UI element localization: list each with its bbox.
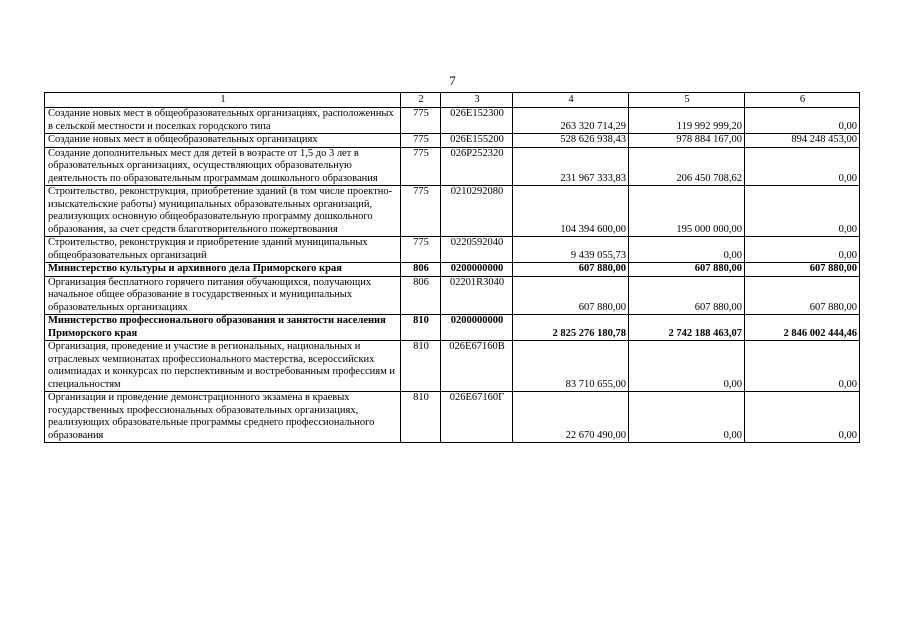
column-header: 1 [45,93,401,108]
amount-year1-cell: 2 825 276 180,78 [513,315,629,341]
amount-year1-cell: 528 626 938,43 [513,134,629,148]
amount-year1-cell: 83 710 655,00 [513,341,629,392]
budget-table [44,92,860,443]
chapter-code-cell: 775 [401,108,441,134]
chapter-code-cell: 810 [401,341,441,392]
amount-year3-cell: 607 880,00 [745,276,860,315]
amount-year1-cell: 9 439 055,73 [513,237,629,263]
item-name-cell: Организация, проведение и участие в региональных, национальных и отраслевых чемпионатах профессионального мастерства, всероссийских олимпиадах и конкурсах по перспективным и востребованным профессиям и специальностям [45,341,401,392]
amount-year1-cell: 22 670 490,00 [513,392,629,443]
amount-year2-cell: 0,00 [629,341,745,392]
chapter-code-cell: 775 [401,237,441,263]
target-code-cell: 026E155200 [441,134,513,148]
amount-year3-cell: 2 846 002 444,46 [745,315,860,341]
amount-year2-cell: 607 880,00 [629,276,745,315]
amount-year3-cell: 0,00 [745,392,860,443]
amount-year1-cell: 263 320 714,29 [513,108,629,134]
amount-year1-cell: 231 967 333,83 [513,147,629,186]
target-code-cell: 02201R3040 [441,276,513,315]
column-header: 2 [401,93,441,108]
target-code-cell: 026E67160Г [441,392,513,443]
column-header: 4 [513,93,629,108]
amount-year1-cell: 607 880,00 [513,263,629,277]
table-body [45,93,860,443]
amount-year2-cell: 978 884 167,00 [629,134,745,148]
chapter-code-cell: 806 [401,263,441,277]
chapter-code-cell: 775 [401,147,441,186]
amount-year3-cell: 0,00 [745,341,860,392]
amount-year3-cell: 607 880,00 [745,263,860,277]
table-row [45,315,860,341]
amount-year3-cell: 894 248 453,00 [745,134,860,148]
chapter-code-cell: 775 [401,186,441,237]
amount-year3-cell: 0,00 [745,147,860,186]
table-row [45,392,860,443]
column-header: 3 [441,93,513,108]
table-row [45,341,860,392]
target-code-cell: 0220592040 [441,237,513,263]
item-name-cell: Создание новых мест в общеобразовательных организациях [45,134,401,148]
item-name-cell: Создание дополнительных мест для детей в возрасте от 1,5 до 3 лет в образовательных организациях, осуществляющих образовательную деятельность по образовательным программам дошкольного образования [45,147,401,186]
item-name-cell: Организация и проведение демонстрационного экзамена в краевых государственных профессиональных образовательных организациях, реализующих образовательные программы среднего профессионального образования [45,392,401,443]
chapter-code-cell: 810 [401,392,441,443]
amount-year2-cell: 206 450 708,62 [629,147,745,186]
column-header: 6 [745,93,860,108]
item-name-cell: Создание новых мест в общеобразовательных организациях, расположенных в сельской местности и поселках городского типа [45,108,401,134]
table-header-row [45,93,860,108]
table-row [45,237,860,263]
chapter-code-cell: 775 [401,134,441,148]
amount-year3-cell: 0,00 [745,108,860,134]
table-row [45,147,860,186]
amount-year2-cell: 0,00 [629,237,745,263]
amount-year2-cell: 119 992 999,20 [629,108,745,134]
item-name-cell: Министерство культуры и архивного дела Приморского края [45,263,401,277]
item-name-cell: Строительство, реконструкция и приобретение зданий муниципальных общеобразовательных организаций [45,237,401,263]
amount-year2-cell: 2 742 188 463,07 [629,315,745,341]
column-header: 5 [629,93,745,108]
target-code-cell: 026E152300 [441,108,513,134]
table-row [45,108,860,134]
amount-year3-cell: 0,00 [745,186,860,237]
item-name-cell: Министерство профессионального образования и занятости населения Приморского края [45,315,401,341]
table-row [45,276,860,315]
page-number: 7 [449,73,456,88]
target-code-cell: 026P252320 [441,147,513,186]
amount-year2-cell: 195 000 000,00 [629,186,745,237]
target-code-cell: 0200000000 [441,263,513,277]
chapter-code-cell: 806 [401,276,441,315]
item-name-cell: Организация бесплатного горячего питания обучающихся, получающих начальное общее образование в государственных и муниципальных образовательных организациях [45,276,401,315]
amount-year2-cell: 0,00 [629,392,745,443]
target-code-cell: 0200000000 [441,315,513,341]
amount-year1-cell: 104 394 600,00 [513,186,629,237]
target-code-cell: 026E67160В [441,341,513,392]
table-row [45,186,860,237]
table-row [45,134,860,148]
chapter-code-cell: 810 [401,315,441,341]
amount-year1-cell: 607 880,00 [513,276,629,315]
amount-year3-cell: 0,00 [745,237,860,263]
item-name-cell: Строительство, реконструкция, приобретение зданий (в том числе проектно-изыскательские работы) муниципальных образовательных организаций, реализующих основную общеобразовательную программу дошкольного образования, за счет средств благотворительного пожертвования [45,186,401,237]
target-code-cell: 0210292080 [441,186,513,237]
amount-year2-cell: 607 880,00 [629,263,745,277]
table-row [45,263,860,277]
